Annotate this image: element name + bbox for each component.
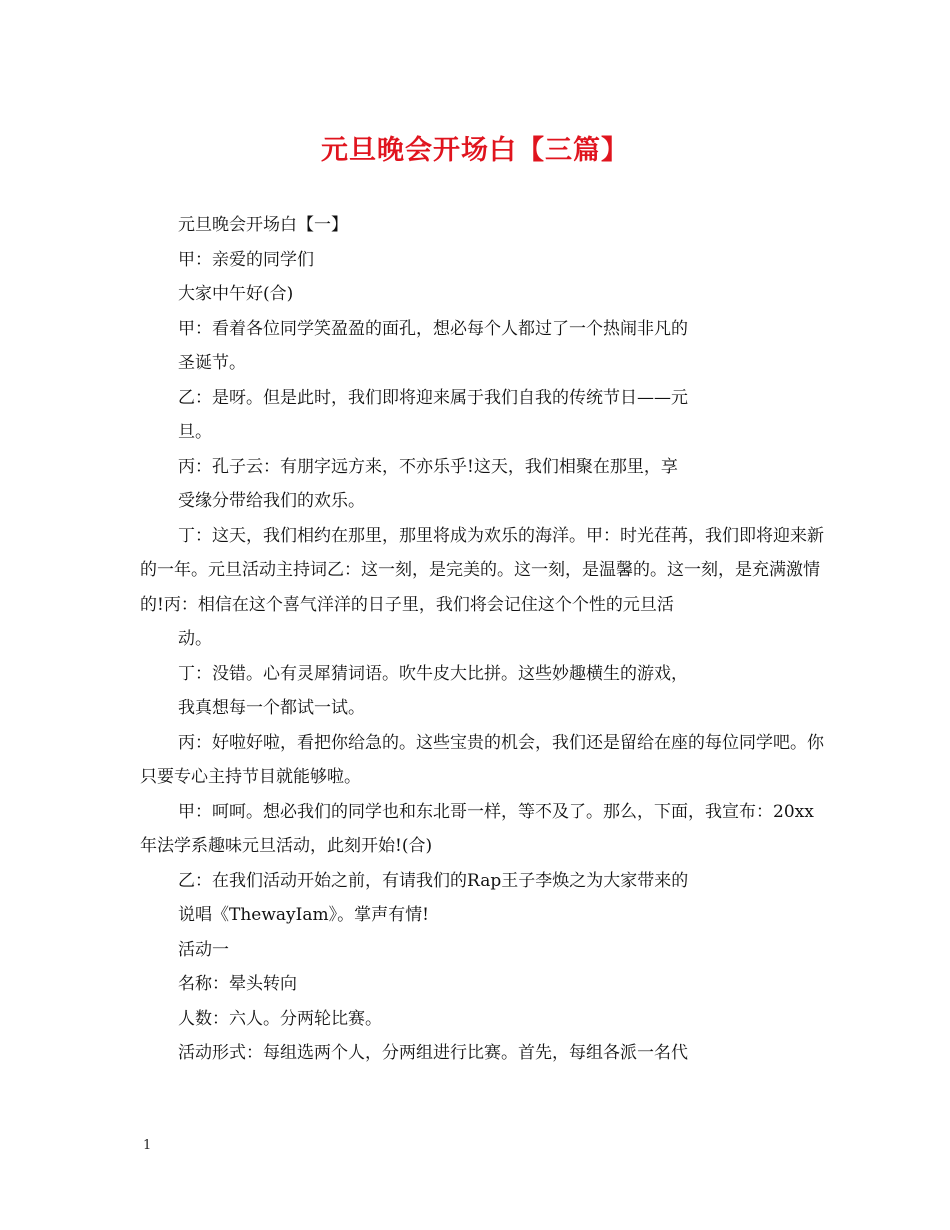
paragraph-line: 乙：是呀。但是此时，我们即将迎来属于我们自我的传统节日——元 <box>178 387 688 408</box>
paragraph-line: 丙：孔子云：有朋字远方来，不亦乐乎!这天，我们相聚在那里，享 <box>178 456 678 477</box>
paragraph-line: 受缘分带给我们的欢乐。 <box>178 491 365 511</box>
paragraph-line: 名称：晕头转向 <box>178 974 297 994</box>
paragraph-line: 人数：六人。分两轮比赛。 <box>178 1008 382 1029</box>
document-body <box>140 208 830 1071</box>
paragraph-line: 我真想每一个都试一试。 <box>178 698 365 718</box>
paragraph-line: 丁：没错。心有灵犀猜词语。吹牛皮大比拼。这些妙趣横生的游戏， <box>178 663 688 684</box>
paragraph-line: 乙：在我们活动开始之前，有请我们的Rap王子李焕之为大家带来的 <box>178 870 689 891</box>
document-title: 元旦晚会开场白【三篇】 <box>321 135 629 166</box>
paragraph-line: 甲：亲爱的同学们 <box>178 249 314 270</box>
paragraph-line: 甲：看着各位同学笑盈盈的面孔，想必每个人都过了一个热闹非凡的 <box>178 318 688 339</box>
paragraph-line: 活动形式：每组选两个人，分两组进行比赛。首先，每组各派一名代 <box>178 1043 688 1063</box>
paragraph-line: 活动一 <box>178 939 229 960</box>
page-number: 1 <box>143 1138 152 1153</box>
paragraph-line: 旦。 <box>178 422 212 442</box>
section-heading: 元旦晚会开场白【一】 <box>178 215 348 235</box>
paragraph-line: 说唱《ThewayIam》。掌声有情! <box>178 905 429 925</box>
paragraph: 丁：这天，我们相约在那里，那里将成为欢乐的海洋。甲：时光荏苒，我们即将迎来新的一年。元旦活动主持词乙：这一刻，是完美的。这一刻，是温馨的。这一刻，是充满激情的!丙：相信在这个喜气洋洋的日子里，我们将会记住这个个性的元旦活 <box>140 525 824 615</box>
paragraph-line: 圣诞节。 <box>178 353 246 373</box>
paragraph: 甲：呵呵。想必我们的同学也和东北哥一样，等不及了。那么，下面，我宣布：20xx年法学系趣味元旦活动，此刻开始!(合) <box>140 801 814 856</box>
paragraph-line: 大家中午好(合) <box>178 284 294 304</box>
paragraph: 丙：好啦好啦，看把你给急的。这些宝贵的机会，我们还是留给在座的每位同学吧。你只要专心主持节目就能够啦。 <box>140 732 824 787</box>
paragraph-line: 动。 <box>178 629 212 649</box>
